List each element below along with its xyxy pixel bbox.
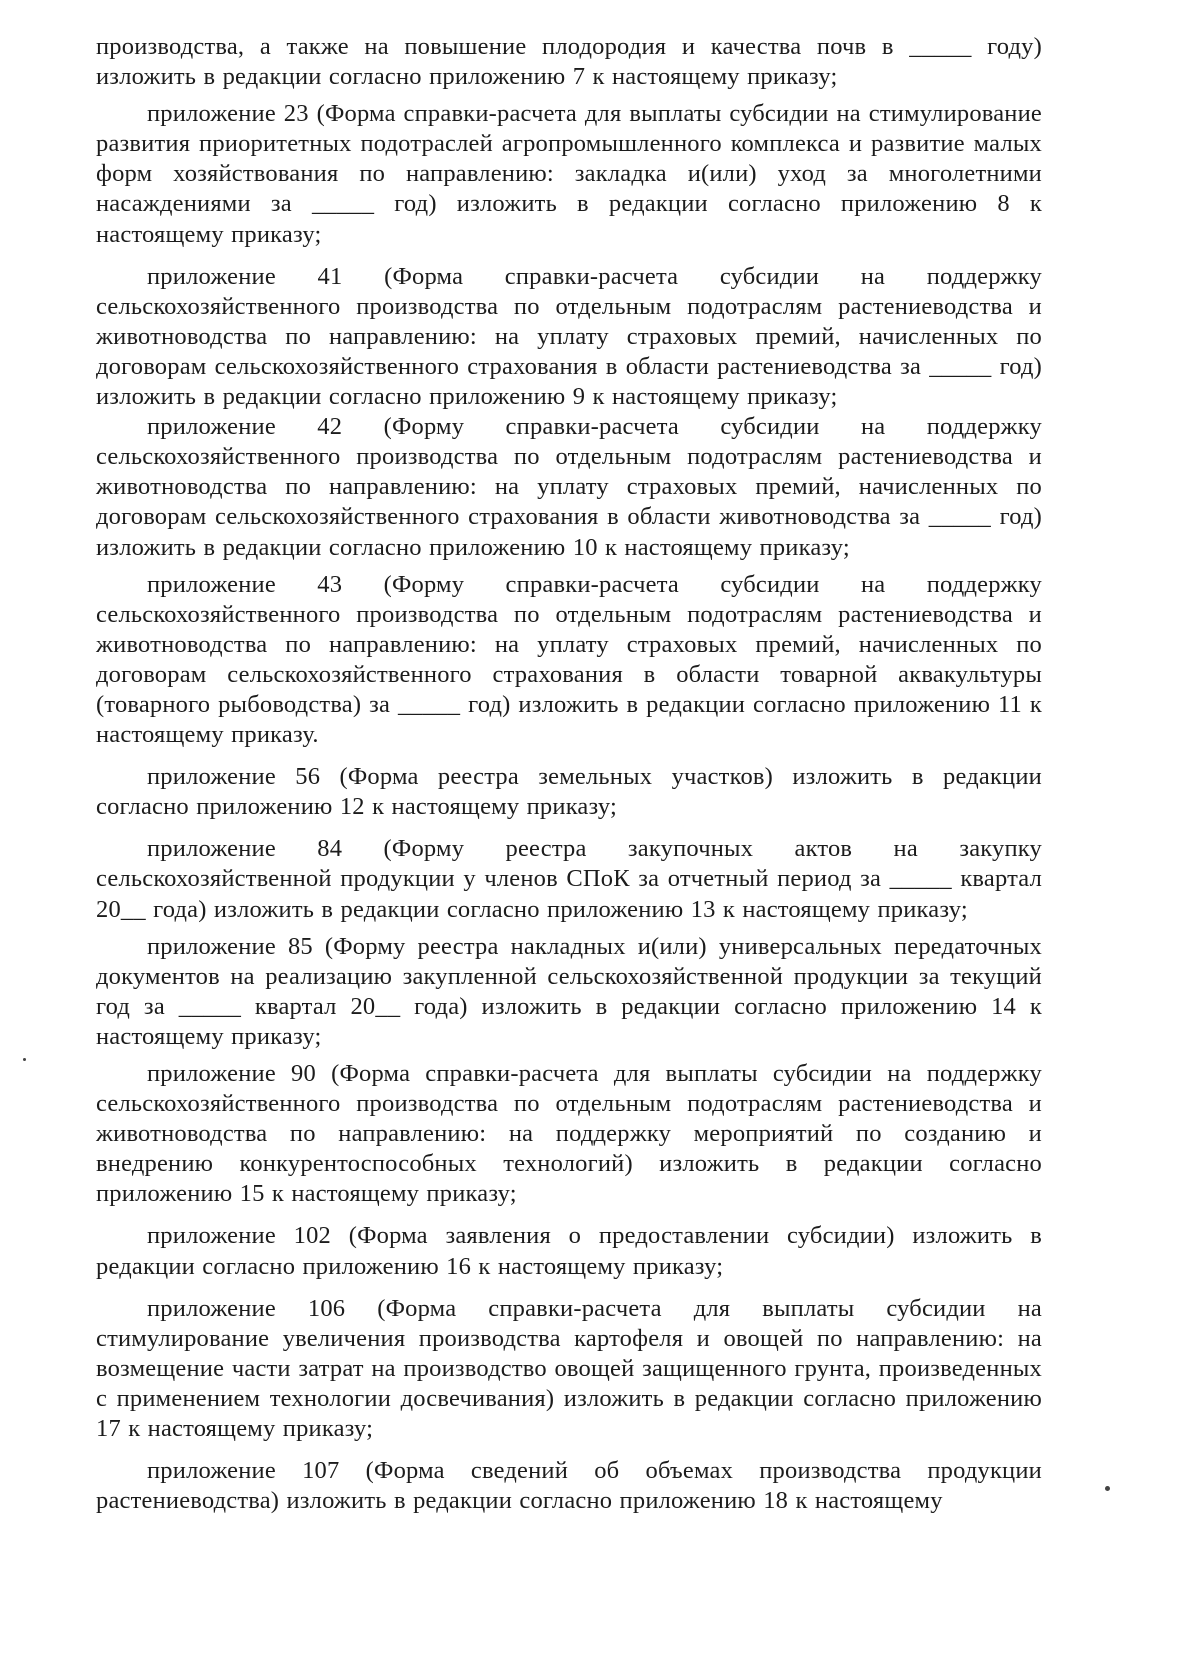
paragraph-appendix-85: приложение 85 (Форму реестра накладных и(или) универсальных передаточных документов на реализацию закупленной сельскохозяйственной продукции за текущий год за _____ квартал 20__ года) изложить в редакции согласно приложению 14 к настоящему приказу; bbox=[96, 932, 1042, 1050]
paragraph-appendix-84: приложение 84 (Форму реестра закупочных актов на закупку сельскохозяйственной продукции у членов СПоК за отчетный период за _____ квартал 20__ года) изложить в редакции согласно приложению 13 к настоящему приказу; bbox=[96, 835, 1042, 923]
paragraph-appendix-90: приложение 90 (Форма справки-расчета для выплаты субсидии на поддержку сельскохозяйственного производства по отдельным подотраслям растениеводства и животноводства по направлению: на поддержку мероприятий по созданию и внедрению конкурентоспособных технологий) изложить в редакции согласно приложению 15 к настоящему приказу; bbox=[96, 1060, 1042, 1208]
paragraph-appendix-43: приложение 43 (Форму справки-расчета субсидии на поддержку сельскохозяйственного производства по отдельным подотраслям растениеводства и животноводства по направлению: на уплату страховых премий, начисленных по договорам сельскохозяйственного страхования в области товарной аквакультуры (товарного рыбоводства) за _____ год) изложить в редакции согласно приложению 11 к настоящему приказу. bbox=[96, 570, 1042, 749]
paragraph-appendix-107: приложение 107 (Форма сведений об объемах производства продукции растениеводства) изложить в редакции согласно приложению 18 к настоящему bbox=[96, 1457, 1042, 1515]
document-page bbox=[96, 32, 1042, 1516]
paragraph-appendix-23: приложение 23 (Форма справки-расчета для выплаты субсидии на стимулирование развития приоритетных подотраслей агропромышленного комплекса и развитие малых форм хозяйствования по направлению: закладка и(или) уход за многолетними насаждениями за _____ год) изложить в редакции согласно приложению 8 к настоящему приказу; bbox=[96, 100, 1042, 248]
paragraph-continuation: производства, а также на повышение плодородия и качества почв в _____ году) изложить в редакции согласно приложению 7 к настоящему приказу; bbox=[96, 33, 1042, 91]
paragraph-appendix-106: приложение 106 (Форма справки-расчета для выплаты субсидии на стимулирование увеличения производства картофеля и овощей по направлению: на возмещение части затрат на производство овощей защищенного грунта, произведенных с применением технологии досвечивания) изложить в редакции согласно приложению 17 к настоящему приказу; bbox=[96, 1294, 1042, 1443]
scan-speck bbox=[1105, 1486, 1110, 1491]
paragraph-appendix-102: приложение 102 (Форма заявления о предоставлении субсидии) изложить в редакции согласно приложению 16 к настоящему приказу; bbox=[96, 1222, 1042, 1280]
paragraph-appendix-41: приложение 41 (Форма справки-расчета субсидии на поддержку сельскохозяйственного производства по отдельным подотраслям растениеводства и животноводства по направлению: на уплату страховых премий, начисленных по договорам сельскохозяйственного страхования в области растениеводства за _____ год) изложить в редакции согласно приложению 9 к настоящему приказу; bbox=[96, 262, 1042, 411]
paragraph-appendix-56: приложение 56 (Форма реестра земельных участков) изложить в редакции согласно приложению 12 к настоящему приказу; bbox=[96, 763, 1042, 821]
scan-speck bbox=[23, 1058, 26, 1061]
paragraph-appendix-42: приложение 42 (Форму справки-расчета субсидии на поддержку сельскохозяйственного производства по отдельным подотраслям растениеводства и животноводства по направлению: на уплату страховых премий, начисленных по договорам сельскохозяйственного страхования в области животноводства за _____ год) изложить в редакции согласно приложению 10 к настоящему приказу; bbox=[96, 413, 1042, 561]
